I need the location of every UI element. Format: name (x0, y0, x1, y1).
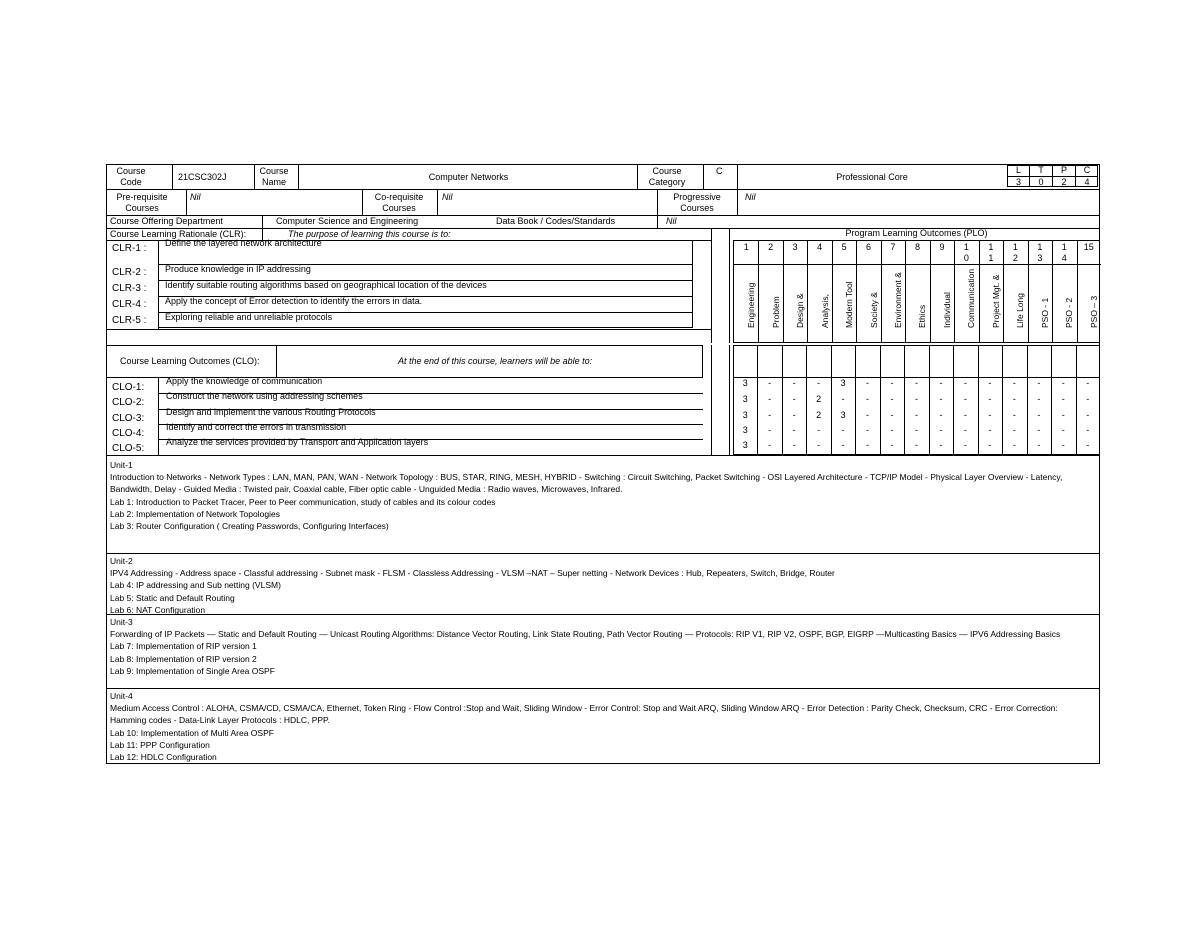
clo-plo-value: - (1061, 378, 1065, 388)
clo-plo-value: - (792, 425, 796, 435)
plo-number-cell (905, 242, 929, 253)
clo-plo-value: - (1037, 410, 1041, 420)
clo-plo-value: 3 (742, 440, 748, 450)
clo-plo-value: 3 (840, 410, 846, 420)
clr-2-text: Produce knowledge in IP addressing (165, 264, 311, 274)
clo-list (106, 378, 703, 455)
clr-3-text: Identify suitable routing algorithms based on geographical location of the devices (165, 280, 487, 290)
clo-plo-value: - (963, 410, 967, 420)
clo-plo-value: - (988, 394, 992, 404)
prerequisite-label: Pre-requisite Courses (116, 192, 168, 213)
plo-name-cell (954, 266, 978, 338)
clo-heading: Course Learning Outcomes (CLO): (120, 356, 260, 366)
plo-number-sub: 2 (1012, 253, 1018, 263)
clo-plo-value: - (988, 425, 992, 435)
clo-plo-value: - (914, 425, 918, 435)
clo-plo-value: - (866, 440, 870, 450)
clo-plo-value: 3 (742, 378, 748, 388)
plo-number-cell (783, 242, 807, 253)
clo-plo-value: - (939, 378, 943, 388)
clr-5-code: CLR-5 : (112, 315, 147, 326)
clo-plo-value: - (963, 425, 967, 435)
plo-name: PSO - 1 (1039, 297, 1050, 328)
plo-number-cell (930, 242, 954, 253)
clo-plo-value: - (1086, 378, 1090, 388)
plo-name-cell (881, 266, 905, 338)
course-category-label: Course Category (648, 166, 686, 187)
plo-number: 1 (963, 242, 969, 252)
clr-1-code: CLR-1 : (112, 243, 147, 254)
clr-heading: Course Learning Rationale (CLR): (110, 229, 247, 239)
offering-dept-label: Course Offering Department (110, 216, 223, 226)
unit-line: IPV4 Addressing - Address space - Classful addressing - Subnet mask - FLSM - Classless Addressing - VLSM –NAT – Super netting - Network Devices : Hub, Repeaters, Switch, Bridge, Router (110, 568, 835, 579)
course-code-label: Course Code (116, 166, 146, 187)
plo-number: 1 (1037, 242, 1043, 252)
clo-plo-value: - (988, 410, 992, 420)
plo-name: Individual (941, 292, 952, 328)
clo-plo-value: - (841, 394, 845, 404)
plo-name-cell (1052, 266, 1076, 338)
clo-plo-value: - (890, 378, 894, 388)
clo-plo-value: - (890, 410, 894, 420)
clo-plo-value: - (914, 394, 918, 404)
plo-number-cell (1003, 242, 1027, 264)
clo-plo-value: - (1086, 394, 1090, 404)
clo-plo-value: - (792, 378, 796, 388)
clo-code-divider (158, 378, 159, 455)
clo-plo-value: - (866, 410, 870, 420)
plo-number: 8 (914, 242, 920, 252)
clo-plo-value: - (866, 425, 870, 435)
clo-2-text: Construct the network using addressing schemes (166, 391, 363, 401)
clr-5-text: Exploring reliable and unreliable protocols (165, 312, 333, 322)
clo-plo-value: - (1037, 394, 1041, 404)
plo-name: Engineering (746, 282, 757, 328)
plo-number-cell (758, 242, 782, 253)
plo-number: 1 (743, 242, 749, 252)
clo-plo-value: - (963, 378, 967, 388)
clo-plo-value: - (1037, 425, 1041, 435)
unit-title: Unit-1 (110, 460, 133, 470)
plo-number-sub: 1 (988, 253, 994, 263)
unit-line: Lab 11: PPP Configuration (110, 739, 210, 750)
plo-number-divider (734, 264, 1101, 265)
clo-plo-value: - (1061, 394, 1065, 404)
plo-number: 9 (939, 242, 945, 252)
plo-name: Communication (966, 268, 977, 328)
plo-name: Analysis, (819, 293, 830, 328)
clo-plo-value: - (768, 440, 772, 450)
unit-line: Lab 4: IP addressing and Sub netting (VLSM) (110, 580, 281, 591)
unit-line: Introduction to Networks - Network Types : LAN, MAN, PAN, WAN - Network Topology : BUS, STAR, RING, MESH, HYBRID - Switching : Circuit Switching, Packet Switching - OSI Layered Architecture - TCP/IP Model - Physical Layer Overview - Latency, Bandwidth, Delay - Guided Media : Twisted pair, Coaxial cable, Fiber optic cable - Unguided Media : Radio waves, Microwaves, Infrared. (110, 472, 1063, 495)
clo-plo-value: - (939, 440, 943, 450)
plo-number: 4 (817, 242, 823, 252)
ltpc-label-l: L (1015, 165, 1021, 175)
plo-number-cell (979, 242, 1003, 264)
plo-number-cell (1077, 242, 1101, 253)
course-category: C (716, 166, 723, 176)
clo-plo-value: - (1012, 440, 1016, 450)
clo-plo-value: - (768, 410, 772, 420)
clo-plo-value: - (792, 440, 796, 450)
clo-plo-value: - (1012, 378, 1016, 388)
prerequisite-value: Nil (190, 192, 201, 202)
plo-name: PSO – 3 (1088, 295, 1099, 328)
clo-plo-value: - (1086, 410, 1090, 420)
plo-name-cell (783, 266, 807, 338)
clo-plo-value: - (890, 394, 894, 404)
plo-table (733, 240, 1100, 343)
clo-plo-value: - (939, 410, 943, 420)
clo-plo-value: - (1061, 425, 1065, 435)
plo-number-cell (807, 242, 831, 253)
unit-line: Lab 12: HDLC Configuration (110, 752, 217, 763)
plo-number-cell (954, 242, 978, 264)
ltpc-value-l: 3 (1015, 177, 1021, 187)
clo-plo-value: - (866, 378, 870, 388)
progressive-value: Nil (745, 192, 756, 202)
plo-number-cell (734, 242, 758, 253)
plo-number: 1 (1012, 242, 1018, 252)
clo-plo-value: - (890, 425, 894, 435)
clo-plo-value: - (939, 394, 943, 404)
clo-plo-value: - (792, 410, 796, 420)
clo-plo-value: - (1037, 378, 1041, 388)
clr-4-code: CLR-4 : (112, 299, 147, 310)
clo-plo-value: - (841, 425, 845, 435)
plo-name: Project Mgt. & (990, 274, 1001, 328)
plo-name-cell (979, 266, 1003, 338)
clo-plo-value: - (1012, 410, 1016, 420)
plo-name-cell (905, 266, 929, 338)
plo-number-cell (832, 242, 856, 253)
plo-name: Society & (868, 292, 879, 328)
clo-plo-value: - (914, 410, 918, 420)
clo-plo-value: 3 (742, 394, 748, 404)
clo-plo-value: - (792, 394, 796, 404)
clr-4-text: Apply the concept of Error detection to identify the errors in data. (165, 296, 423, 306)
clo-plo-value: - (817, 440, 821, 450)
clo-plo-value: 2 (816, 394, 822, 404)
clr-purpose: The purpose of learning this course is to: (288, 229, 451, 239)
plo-name-cell (930, 266, 954, 338)
plo-number-cell (1052, 242, 1076, 264)
plo-number: 6 (866, 242, 872, 252)
unit-line: Lab 5: Static and Default Routing (110, 592, 235, 603)
plo-name-cell (1003, 266, 1027, 338)
plo-number-sub: 0 (963, 253, 969, 263)
unit-line: Lab 3: Router Configuration ( Creating Passwords, Configuring Interfaces) (110, 521, 389, 532)
unit-line: Lab 8: Implementation of RIP version 2 (110, 653, 257, 664)
ltpc-value-p: 2 (1061, 177, 1067, 187)
unit-line: Medium Access Control : ALOHA, CSMA/CD, CSMA/CA, Ethernet, Token Ring - Flow Control :Stop and Wait, Sliding Window - Error Control: Stop and Wait ARQ, Sliding Window ARQ - Error Detection : Parity Check, Checksum, CRC - Error Correction: Hamming codes - Data-Link Layer Protocols : HDLC, PPP. (110, 703, 1058, 726)
clo-plo-value: - (1061, 410, 1065, 420)
plo-number: 7 (890, 242, 896, 252)
clo-plo-value: - (963, 440, 967, 450)
plo-number-sub: 3 (1037, 253, 1043, 263)
plo-name: Ethics (917, 304, 928, 328)
clo-3-code: CLO-3: (112, 413, 145, 424)
clo-plo-value: - (939, 425, 943, 435)
unit-line: Forwarding of IP Packets — Static and Default Routing — Unicast Routing Algorithms: Distance Vector Routing, Link State Routing, Path Vector Routing — Protocols: RIP V1, RIP V2, OSPF, BGP, EIGRP —Multicasting Basics — IPV6 Addressing Basics (110, 629, 1061, 640)
clo-plo-value: 3 (742, 425, 748, 435)
plo-heading: Program Learning Outcomes (PLO) (845, 228, 988, 238)
clo-plo-value: 2 (816, 410, 822, 420)
plo-number-cell (881, 242, 905, 253)
clo-5-code: CLO-5: (112, 443, 145, 454)
corequisite-value: Nil (442, 192, 453, 202)
plo-number: 5 (841, 242, 847, 252)
unit-title: Unit-3 (110, 617, 133, 627)
plo-number: 1 (1061, 242, 1067, 252)
clo-plo-value: - (1086, 440, 1090, 450)
plo-number-sub: 4 (1061, 253, 1067, 263)
progressive-label: Progressive Courses (673, 192, 721, 213)
course-code: 21CSC302J (178, 172, 227, 182)
plo-name-cell (758, 266, 782, 338)
plo-name-cell (807, 266, 831, 338)
clo-plo-value: - (914, 378, 918, 388)
plo-number: 15 (1083, 242, 1094, 252)
plo-name-cell (832, 266, 856, 338)
course-name-label: Course Name (259, 166, 289, 187)
clo-plo-value: - (1012, 425, 1016, 435)
ltpc-value-c: 4 (1084, 177, 1090, 187)
category-name: Professional Core (836, 172, 908, 182)
clo-mapping-table (733, 345, 1100, 455)
clo-plo-value: - (988, 378, 992, 388)
databook-value: Nil (666, 216, 677, 226)
unit-line: Lab 7: Implementation of RIP version 1 (110, 641, 257, 652)
course-name: Computer Networks (428, 172, 509, 182)
plo-name: Environment & (893, 272, 904, 328)
clo-plo-value: - (988, 440, 992, 450)
clo-plo-value: - (768, 394, 772, 404)
plo-name-cell (734, 266, 758, 338)
plo-name-cell (1077, 266, 1101, 338)
clo-plo-value: - (914, 440, 918, 450)
ltpc-value-t: 0 (1038, 177, 1044, 187)
unit-line: Lab 6: NAT Configuration (110, 604, 206, 615)
clo-plo-value: - (817, 425, 821, 435)
plo-name: Design & (795, 293, 806, 328)
plo-number-cell (1028, 242, 1052, 264)
clo-plo-value: - (768, 378, 772, 388)
clo-plo-value: - (1012, 394, 1016, 404)
clo-1-text: Apply the knowledge of communication (166, 376, 323, 386)
plo-name-cell (856, 266, 880, 338)
clo-plo-value: - (890, 440, 894, 450)
unit-line: Lab 2: Implementation of Network Topologies (110, 508, 280, 519)
clo-plo-value: - (1061, 440, 1065, 450)
offering-dept-value: Computer Science and Engineering (276, 216, 419, 226)
plo-number: 3 (792, 242, 798, 252)
clo-4-code: CLO-4: (112, 428, 145, 439)
plo-number: 2 (768, 242, 774, 252)
unit-title: Unit-2 (110, 556, 133, 566)
clo-plo-value: 3 (742, 410, 748, 420)
clr-3-code: CLR-3 : (112, 283, 147, 294)
unit-1-block (110, 459, 1096, 532)
plo-name: PSO - 2 (1064, 297, 1075, 328)
unit-title: Unit-4 (110, 691, 133, 701)
clo-5-text: Analyze the services provided by Transport and Application layers (166, 437, 429, 447)
clo-plo-value: - (1037, 440, 1041, 450)
unit-3-block (110, 616, 1096, 677)
unit-line: Lab 10: Implementation of Multi Area OSPF (110, 727, 274, 738)
plo-number-cell (856, 242, 880, 253)
clr-1-text: Define the layered network architecture (165, 238, 322, 248)
clr-2-code: CLR-2 : (112, 267, 147, 278)
plo-number: 1 (988, 242, 994, 252)
clo-3-text: Design and implement the various Routing Protocols (166, 407, 376, 417)
corequisite-label: Co-requisite Courses (374, 192, 424, 213)
ltpc-label-c: C (1083, 165, 1091, 175)
clo-plo-value: - (768, 425, 772, 435)
clo-4-text: Identify and correct the errors in transmission (166, 422, 347, 432)
clo-plo-value: 3 (840, 378, 846, 388)
plo-name: Problem (770, 296, 781, 328)
clo-plo-value: - (841, 440, 845, 450)
clo-plo-value: - (1086, 425, 1090, 435)
clo-plo-value: - (963, 394, 967, 404)
ltpc-label-t: T (1038, 165, 1044, 175)
plo-name-cell (1028, 266, 1052, 338)
ltpc-label-p: P (1060, 165, 1067, 175)
clo-plo-value: - (866, 394, 870, 404)
plo-name: Modern Tool (844, 281, 855, 328)
unit-2-block (110, 555, 1096, 616)
clo-intro: At the end of this course, learners will be able to: (398, 356, 593, 366)
clo-plo-value: - (817, 378, 821, 388)
unit-line: Lab 9: Implementation of Single Area OSPF (110, 665, 275, 676)
databook-label: Data Book / Codes/Standards (496, 216, 616, 226)
plo-name: Life Long (1015, 293, 1026, 328)
unit-4-block (110, 690, 1096, 763)
clo-2-code: CLO-2: (112, 397, 145, 408)
unit-line: Lab 1: Introduction to Packet Tracer, Peer to Peer communication, study of cables and its colour codes (110, 496, 496, 507)
clo-1-code: CLO-1: (112, 382, 145, 393)
